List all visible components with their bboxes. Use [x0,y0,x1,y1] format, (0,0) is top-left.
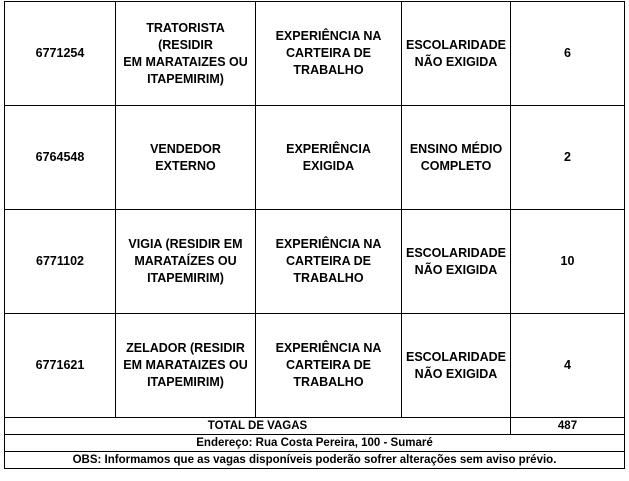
job-experience-line: CARTEIRA DE [286,254,371,268]
job-role-line: ZELADOR (RESIDIR [126,341,245,355]
job-education-line: NÃO EXIGIDA [414,366,498,381]
job-education [402,314,511,418]
job-education-line: ESCOLARIDADE [405,245,506,260]
job-code: 6771254 [5,2,116,106]
job-education [402,106,511,210]
job-vacancies-table [4,1,625,469]
job-role [116,2,256,106]
job-vacancies: 6 [511,2,625,106]
job-vacancies: 2 [511,106,625,210]
job-experience-line: TRABALHO [293,375,364,389]
total-label: TOTAL DE VAGAS [5,418,511,435]
job-role-line: ITAPEMIRIM) [147,375,224,389]
job-role [116,314,256,418]
obs-text: OBS: Informamos que as vagas disponíveis poderão sofrer alterações sem aviso prévio. [5,452,625,469]
job-role-line: ITAPEMIRIM) [147,271,224,285]
job-code: 6771621 [5,314,116,418]
job-code: 6764548 [5,106,116,210]
job-experience-line: EXPERIÊNCIA NA [275,237,382,251]
job-experience [256,106,402,210]
job-education-line: ENSINO MÉDIO [409,141,503,156]
job-education [402,2,511,106]
job-experience-line: EXPERIÊNCIA NA [275,341,382,355]
job-experience [256,2,402,106]
job-vacancies: 4 [511,314,625,418]
job-experience-line: TRABALHO [293,271,364,285]
job-experience [256,314,402,418]
job-experience-line: EXPERIÊNCIA NA [275,29,382,43]
job-row [5,314,625,418]
job-role-line: TRATORISTA (RESIDIR [146,20,225,52]
job-experience-line: CARTEIRA DE [286,358,371,372]
total-row [5,418,625,435]
job-role [116,210,256,314]
job-education-line: NÃO EXIGIDA [414,262,498,277]
job-role-line: ITAPEMIRIM) [147,71,224,86]
job-role-line: MARATAÍZES OU [134,254,237,268]
job-education-line: ESCOLARIDADE [405,349,506,364]
job-code: 6771102 [5,210,116,314]
job-role-line: EM MARATAIZES OU [123,358,248,372]
job-role-line: VENDEDOR EXTERNO [150,141,221,173]
job-role-line: EM MARATAIZES OU [123,54,248,69]
job-education-line: COMPLETO [420,158,492,173]
job-row [5,210,625,314]
job-experience [256,210,402,314]
obs-row [5,452,625,469]
address-text: Endereço: Rua Costa Pereira, 100 - Sumaré [5,435,625,452]
job-role [116,106,256,210]
job-experience-line: TRABALHO [293,63,364,77]
total-value: 487 [511,418,625,435]
job-experience-line: CARTEIRA DE [286,46,371,60]
job-education [402,210,511,314]
job-role-line: VIGIA (RESIDIR EM [128,237,243,251]
job-row [5,2,625,106]
job-vacancies: 10 [511,210,625,314]
address-row [5,435,625,452]
job-education-line: NÃO EXIGIDA [414,54,498,69]
job-experience-line: EXPERIÊNCIA EXIGIDA [286,141,371,173]
job-education-line: ESCOLARIDADE [405,37,506,52]
job-row [5,106,625,210]
